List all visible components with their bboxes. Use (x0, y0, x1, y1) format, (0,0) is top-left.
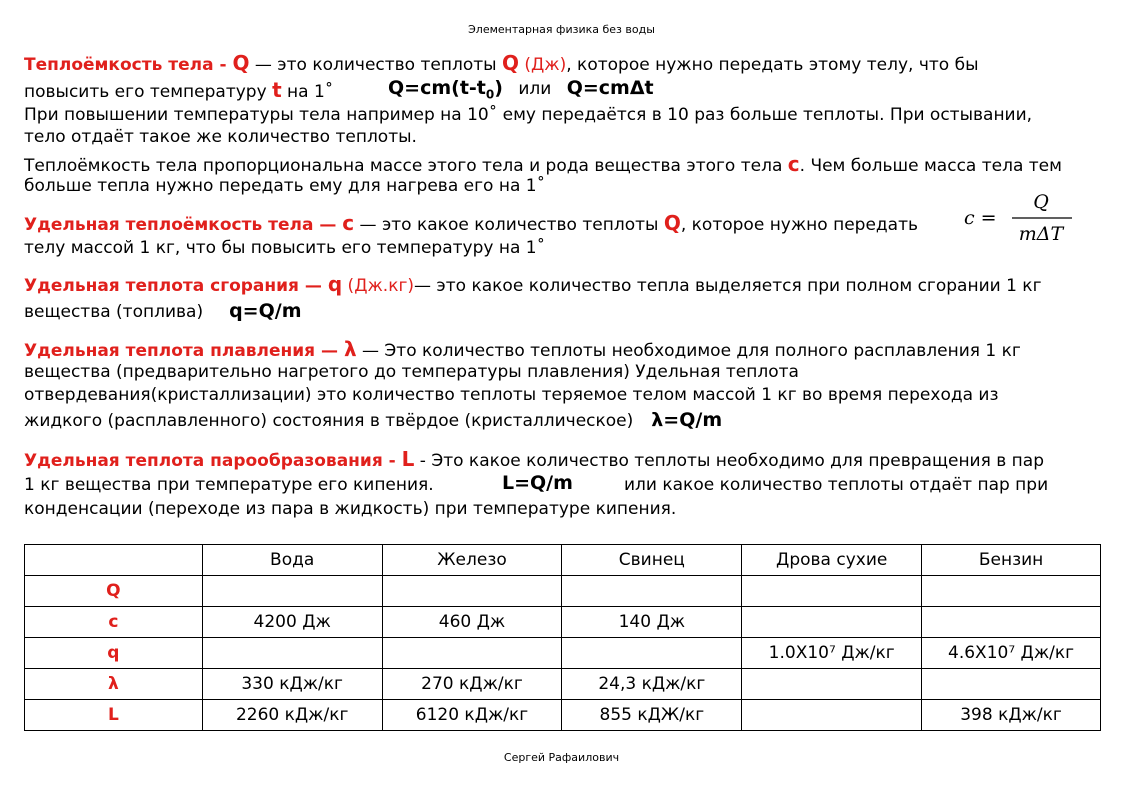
table-cell (202, 576, 382, 607)
formula-denominator: mΔT (1018, 223, 1064, 245)
vaporization-line-3: конденсации (переходе из пара в жидкость) при температуре кипения. (24, 499, 677, 519)
combustion-symbol: q (327, 272, 343, 296)
heat-formula-2: Q=cmΔt (566, 77, 654, 99)
page-footer: Сергей Рафаилович (503, 751, 620, 764)
heat-capacity-term: Теплоёмкость тела (24, 55, 214, 75)
table-cell (202, 638, 382, 669)
row-label: L (25, 700, 203, 731)
table-cell (742, 669, 922, 700)
combustion-formula: q=Q/m (229, 300, 302, 322)
combustion-term: Удельная теплота сгорания (24, 276, 299, 296)
melting-line-1: Удельная теплота плавления — λ — Это количество теплоты необходимое для полного расплавления 1 кг (24, 337, 1021, 361)
vaporization-line-1: Удельная теплота парообразования - L - Это какое количество теплоты необходимо для превращения в пар (24, 447, 1044, 471)
page-header: Элементарная физика без воды (468, 23, 655, 36)
table-cell: 24,3 кДж/кг (562, 669, 742, 700)
heat-capacity-line-1: Теплоёмкость тела - Q — это количество теплоты Q (Дж), которое нужно передать этому телу, что бы (24, 51, 979, 75)
row-label: q (25, 638, 203, 669)
combustion-unit: (Дж.кг) (342, 276, 415, 296)
table-cell: 460 Дж (382, 607, 562, 638)
table-cell: 1.0X10⁷ Дж/кг (742, 638, 922, 669)
table-header-cell: Свинец (562, 545, 742, 576)
table-cell (742, 576, 922, 607)
table-header-row (25, 545, 1101, 576)
table-header-cell: Вода (202, 545, 382, 576)
table-row (25, 638, 1101, 669)
vaporization-symbol: L (401, 447, 415, 471)
vaporization-line-2: 1 кг вещества при температуре его кипения. (24, 475, 434, 495)
heat-capacity-unit: (Дж) (518, 55, 567, 75)
table-cell: 270 кДж/кг (382, 669, 562, 700)
specific-heat-line-1: Удельная теплоёмкость тела — c — это какое количество теплоты Q, которое нужно передать (24, 211, 919, 235)
vaporization-formula: L=Q/m (502, 472, 573, 494)
table-cell: 140 Дж (562, 607, 742, 638)
heat-capacity-line-3: При повышении температуры тела например на 10˚ ему передаётся в 10 раз больше теплоты. При остывании, (24, 105, 1033, 125)
table-row (25, 669, 1101, 700)
vaporization-formula-line (502, 472, 573, 495)
specific-heat-term: Удельная теплоёмкость тела (24, 215, 314, 235)
row-label: Q (25, 576, 203, 607)
table-cell (922, 576, 1101, 607)
table-row (25, 576, 1101, 607)
table-header-cell (25, 545, 203, 576)
formula-lhs: c = (964, 207, 997, 229)
heat-capacity-line-5: Теплоёмкость тела пропорциональна массе этого тела и рода вещества этого тела с. Чем больше масса тела тем (24, 152, 1062, 176)
heat-values-table (24, 544, 1101, 731)
specific-heat-symbol: c (342, 211, 355, 235)
combustion-line-1: Удельная теплота сгорания — q (Дж.кг)— это какое количество тепла выделяется при полном сгорании 1 кг (24, 272, 1042, 296)
melting-symbol: λ (343, 337, 357, 361)
table-cell: 4.6X10⁷ Дж/кг (922, 638, 1101, 669)
table-cell (922, 669, 1101, 700)
melting-line-4: жидкого (расплавленного) состояния в твёрдое (кристаллическое) λ=Q/m (24, 409, 723, 431)
heat-formula-1: Q=cm(t-t (388, 77, 486, 99)
table-cell (922, 607, 1101, 638)
table-cell: 855 кДЖ/кг (562, 700, 742, 731)
row-label: λ (25, 669, 203, 700)
melting-formula: λ=Q/m (651, 409, 723, 431)
heat-capacity-line-6: больше тепла нужно передать ему для нагрева его на 1˚ (24, 176, 546, 196)
table-cell: 330 кДж/кг (202, 669, 382, 700)
table-row (25, 607, 1101, 638)
table-cell (562, 638, 742, 669)
temperature-symbol: t (272, 78, 282, 102)
table-row (25, 700, 1101, 731)
specific-heat-formula (962, 188, 1092, 248)
vaporization-line-2b: или какое количество теплоты отдаёт пар при (624, 475, 1049, 495)
formula-numerator: Q (1033, 191, 1049, 213)
table-cell (382, 638, 562, 669)
table-cell (562, 576, 742, 607)
melting-line-3: отвердевания(кристаллизации) это количество теплоты теряемое телом массой 1 кг во время перехода из (24, 385, 999, 405)
substance-c-symbol: с (787, 152, 800, 176)
table-header-cell: Бензин (922, 545, 1101, 576)
table-header-cell: Дрова сухие (742, 545, 922, 576)
heat-capacity-line-4: тело отдаёт такое же количество теплоты. (24, 127, 417, 147)
combustion-line-2: вещества (топлива) q=Q/m (24, 300, 302, 322)
heat-capacity-symbol: Q (232, 51, 250, 75)
table-cell: 4200 Дж (202, 607, 382, 638)
table-cell (382, 576, 562, 607)
vaporization-term: Удельная теплота парообразования (24, 451, 383, 471)
table-header-cell: Железо (382, 545, 562, 576)
table-cell (742, 700, 922, 731)
table-cell: 398 кДж/кг (922, 700, 1101, 731)
melting-term: Удельная теплота плавления (24, 341, 316, 361)
melting-line-2: вещества (предварительно нагретого до температуры плавления) Удельная теплота (24, 362, 799, 382)
specific-heat-line-2: телу массой 1 кг, что бы повысить его температуру на 1˚ (24, 238, 546, 258)
row-label: c (25, 607, 203, 638)
heat-capacity-line-2: повысить его температуру t на 1˚ (24, 78, 334, 102)
table-cell: 2260 кДж/кг (202, 700, 382, 731)
heat-capacity-formulas: $Q=cm(t-t_0)$ или Q=cmΔt (388, 77, 654, 102)
table-cell: 6120 кДж/кг (382, 700, 562, 731)
table-cell (742, 607, 922, 638)
